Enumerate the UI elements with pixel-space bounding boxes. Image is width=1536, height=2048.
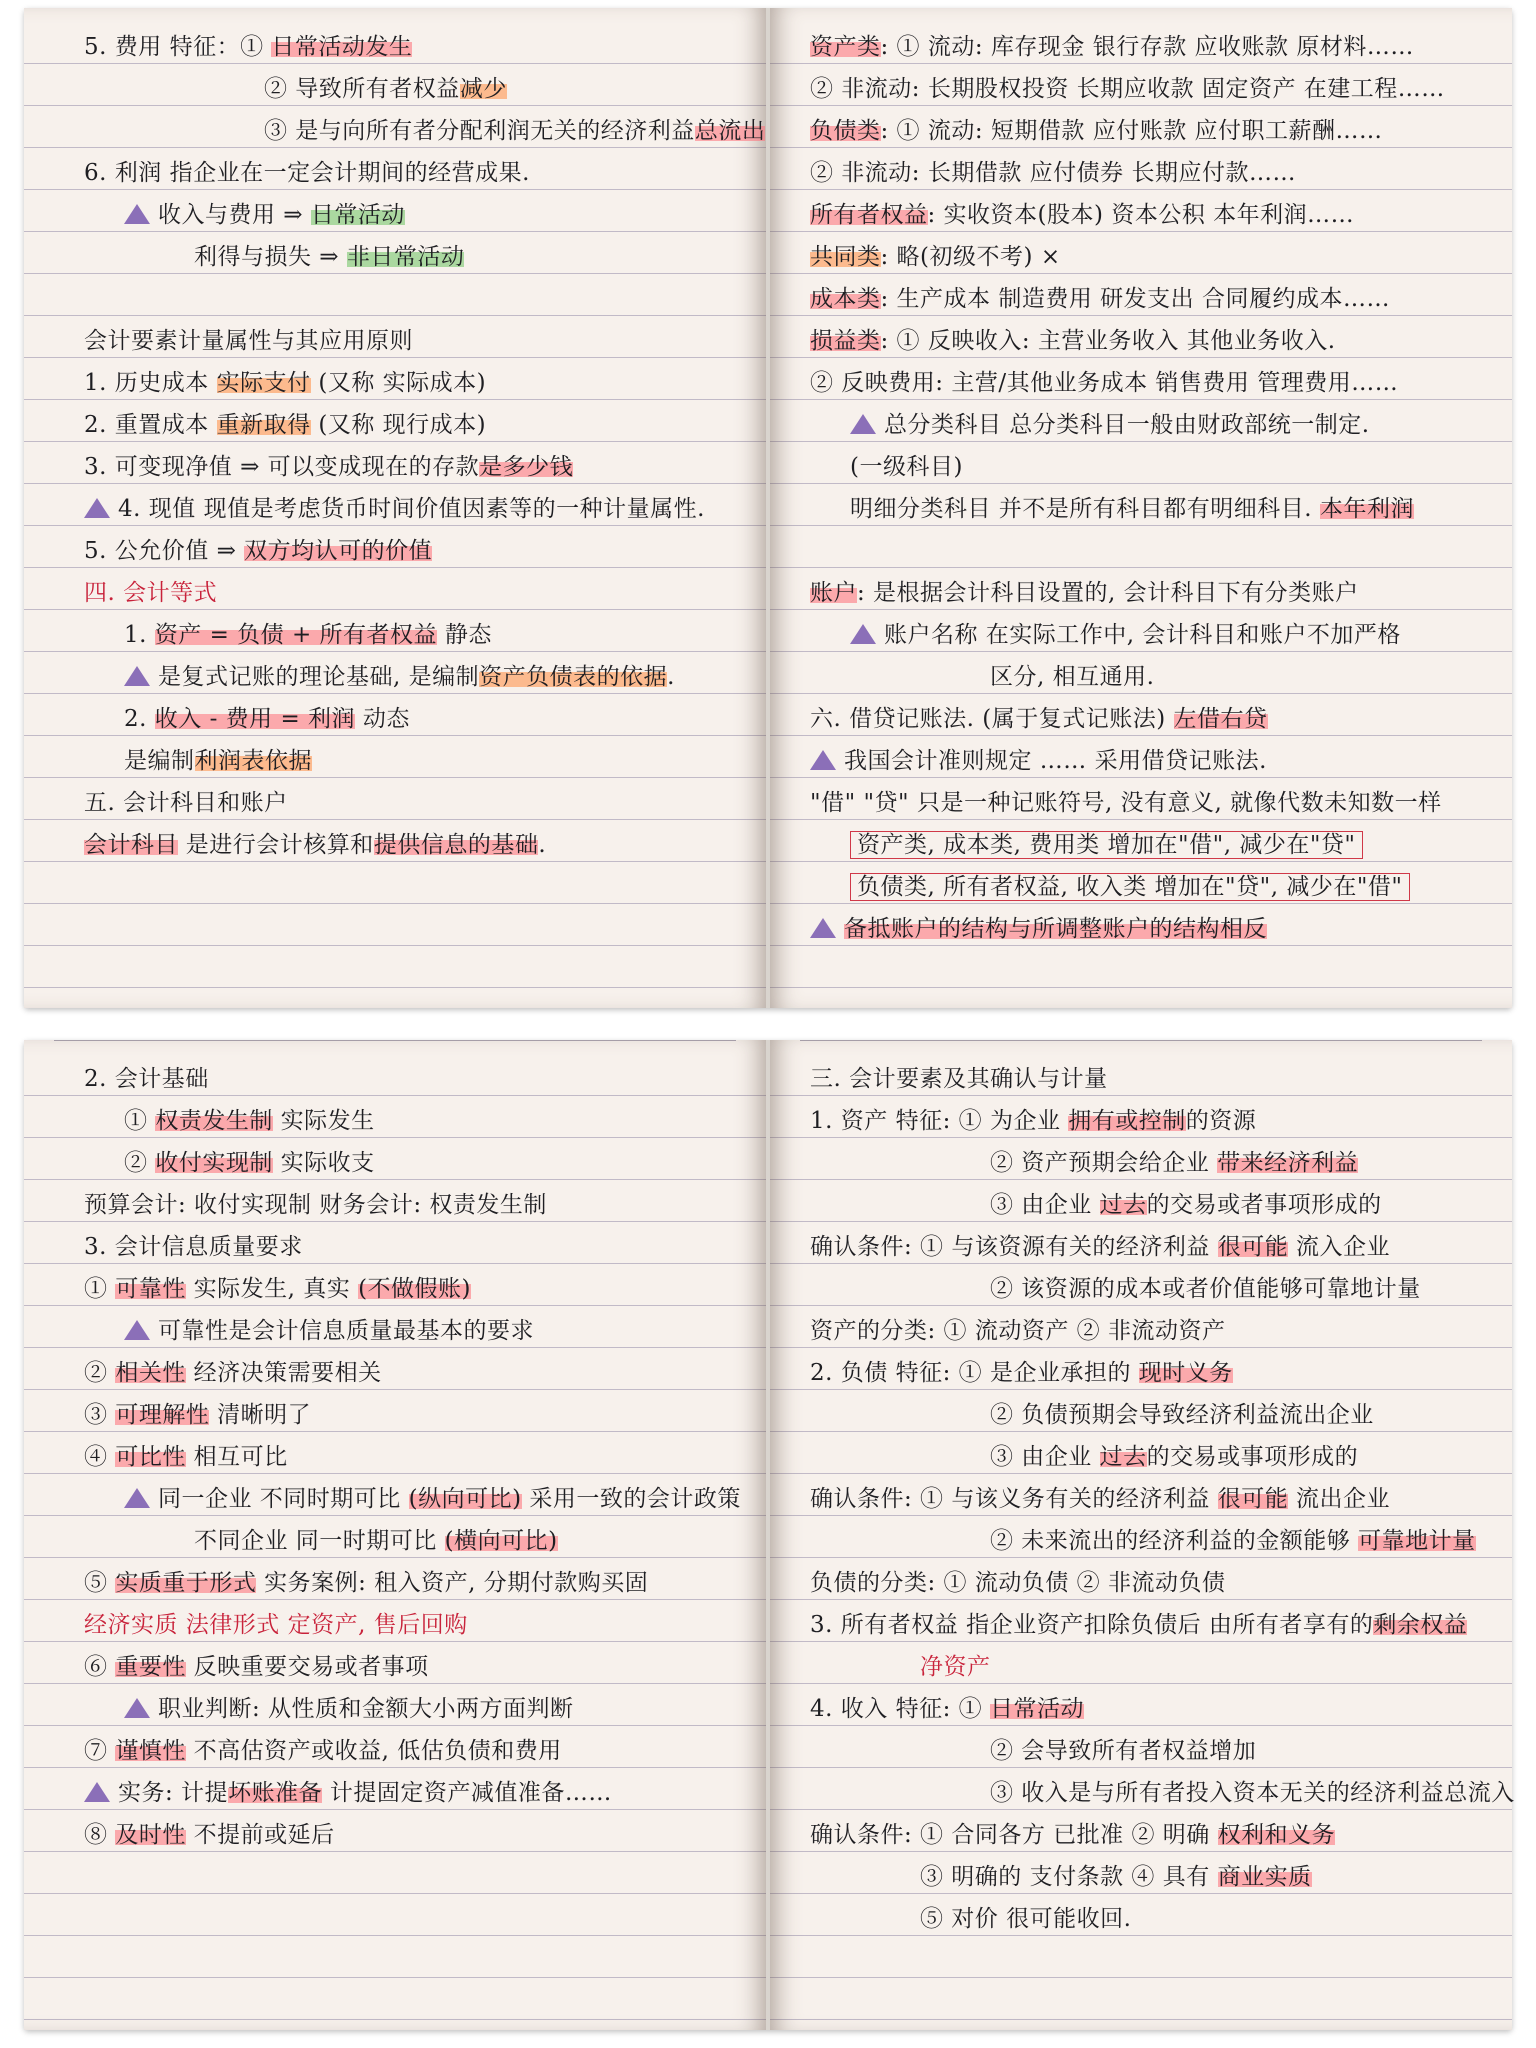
note-line xyxy=(810,1184,1482,1226)
note-line xyxy=(810,278,1482,320)
note-text: 是复式记账的理论基础, 是编制资产负债表的依据. xyxy=(158,664,675,690)
highlighted-text: 收入 - 费用 = 利润 xyxy=(154,706,356,732)
highlighted-text: 日常活动 xyxy=(310,202,405,228)
highlighted-text: 本年利润 xyxy=(1319,496,1414,522)
note-line xyxy=(84,1184,736,1226)
highlighted-text: 现时义务 xyxy=(1138,1360,1233,1386)
note-text: ③ 明确的 支付条款 ④ 具有 商业实质 xyxy=(920,1864,1312,1890)
note-line xyxy=(810,1856,1482,1898)
note-text: ① 可靠性 实际发生, 真实 (不做假账) xyxy=(84,1276,472,1302)
note-text: 净资产 xyxy=(920,1654,991,1680)
note-text: 6. 利润 指企业在一定会计期间的经营成果. xyxy=(84,160,530,186)
highlighted-text: (不做假账) xyxy=(358,1276,472,1302)
top-notebook-photo xyxy=(24,8,1512,1008)
note-text: 实务: 计提坏账准备 计提固定资产减值准备…… xyxy=(118,1780,612,1806)
note-text: 同一企业 不同时期可比 (纵向可比) 采用一致的会计政策 xyxy=(158,1486,741,1512)
note-line xyxy=(810,740,1482,782)
note-text: ② 未来流出的经济利益的金额能够 可靠地计量 xyxy=(990,1528,1476,1554)
highlighted-text: 日常活动发生 xyxy=(271,34,413,60)
note-text: ③ 由企业 过去的交易或者事项形成的 xyxy=(990,1192,1382,1218)
note-text: ③ 可理解性 清晰明了 xyxy=(84,1402,312,1428)
note-line xyxy=(84,1226,736,1268)
handwritten-notes xyxy=(24,8,766,1008)
highlighted-text: 很可能 xyxy=(1217,1234,1289,1260)
note-line xyxy=(810,866,1482,908)
note-line xyxy=(84,1814,736,1856)
note-text: 区分, 相互通用. xyxy=(990,664,1155,690)
note-line xyxy=(84,110,766,152)
note-line xyxy=(810,152,1482,194)
triangle-bullet-icon xyxy=(850,624,876,644)
note-text: (一级科目) xyxy=(850,454,963,480)
note-line xyxy=(810,1352,1482,1394)
note-line xyxy=(84,1268,736,1310)
highlighted-text: 可比性 xyxy=(115,1444,186,1470)
note-line xyxy=(84,572,736,614)
note-text: 3. 所有者权益 指企业资产扣除负债后 由所有者享有的剩余权益 xyxy=(810,1612,1468,1638)
note-line xyxy=(84,740,736,782)
note-text: 四. 会计等式 xyxy=(84,580,218,606)
note-line xyxy=(810,446,1482,488)
highlighted-text: 实际支付 xyxy=(216,370,311,396)
triangle-bullet-icon xyxy=(124,1320,150,1340)
note-text: 预算会计: 收付实现制 财务会计: 权责发生制 xyxy=(84,1192,547,1218)
note-text: 我国会计准则规定 …… 采用借贷记账法. xyxy=(844,748,1267,774)
highlighted-text: 过去 xyxy=(1099,1192,1147,1218)
note-line xyxy=(810,656,1482,698)
note-text: 总分类科目 总分类科目一般由财政部统一制定. xyxy=(884,412,1370,438)
highlighted-text: 相关性 xyxy=(115,1360,186,1386)
note-text: 负债类: ① 流动: 短期借款 应付账款 应付职工薪酬…… xyxy=(810,118,1383,144)
note-line xyxy=(810,68,1482,110)
note-line xyxy=(84,1352,736,1394)
note-line xyxy=(810,1142,1482,1184)
highlighted-text: 收付实现制 xyxy=(155,1150,273,1176)
note-line xyxy=(84,656,736,698)
triangle-bullet-icon xyxy=(84,1782,110,1802)
note-line xyxy=(84,362,736,404)
note-line xyxy=(84,1310,736,1352)
note-text: 1. 资产 = 负债 + 所有者权益 静态 xyxy=(124,622,492,648)
note-text: 账户: 是根据会计科目设置的, 会计科目下有分类账户 xyxy=(810,580,1359,606)
note-line xyxy=(84,782,736,824)
note-line xyxy=(810,320,1482,362)
note-line xyxy=(84,278,736,320)
note-text: 经济实质 法律形式 定资产, 售后回购 xyxy=(84,1612,468,1638)
note-text: 成本类: 生产成本 制造费用 研发支出 合同履约成本…… xyxy=(810,286,1390,312)
note-text: ② 非流动: 长期股权投资 长期应收款 固定资产 在建工程…… xyxy=(810,76,1445,102)
highlighted-text: 过去 xyxy=(1099,1444,1147,1470)
triangle-bullet-icon xyxy=(124,1488,150,1508)
note-line xyxy=(810,110,1482,152)
highlighted-text: 非日常活动 xyxy=(346,244,465,270)
note-text: ② 负债预期会导致经济利益流出企业 xyxy=(990,1402,1374,1428)
note-text: ① 权责发生制 实际发生 xyxy=(124,1108,375,1134)
highlighted-text: 会计科目 xyxy=(84,832,178,858)
note-text: 可靠性是会计信息质量最基本的要求 xyxy=(158,1318,534,1344)
note-line xyxy=(810,1310,1482,1352)
note-text: 所有者权益: 实收资本(股本) 资本公积 本年利润…… xyxy=(810,202,1355,228)
note-line xyxy=(84,236,736,278)
note-text: ⑥ 重要性 反映重要交易或者事项 xyxy=(84,1654,429,1680)
highlighted-text: 坏账准备 xyxy=(228,1780,323,1806)
note-line xyxy=(810,1562,1482,1604)
note-line xyxy=(84,68,736,110)
note-text: ② 收付实现制 实际收支 xyxy=(124,1150,375,1176)
note-text: ③ 收入是与所有者投入资本无关的经济利益总流入 xyxy=(990,1780,1515,1806)
note-text: 会计科目 是进行会计核算和提供信息的基础. xyxy=(84,832,547,858)
highlighted-text: 总流出 xyxy=(694,118,766,144)
highlighted-text: 剩余权益 xyxy=(1373,1612,1468,1638)
note-text: 2. 会计基础 xyxy=(84,1066,209,1092)
note-text: 明细分类科目 并不是所有科目都有明细科目. 本年利润 xyxy=(850,496,1414,522)
highlighted-text: 谨慎性 xyxy=(115,1738,186,1764)
highlighted-text: 资产 = 负债 + 所有者权益 xyxy=(154,622,438,648)
note-line xyxy=(84,488,736,530)
note-line xyxy=(810,1688,1482,1730)
triangle-bullet-icon xyxy=(124,1698,150,1718)
note-line xyxy=(84,1772,736,1814)
right-page xyxy=(770,1040,1515,2030)
note-text: ② 资产预期会给企业 带来经济利益 xyxy=(990,1150,1359,1176)
highlighted-text: 可理解性 xyxy=(115,1402,210,1428)
highlighted-text: 重要性 xyxy=(115,1654,186,1680)
note-text: 资产的分类: ① 流动资产 ② 非流动资产 xyxy=(810,1318,1226,1344)
note-text: 确认条件: ① 合同各方 已批准 ② 明确 权利和义务 xyxy=(810,1822,1336,1848)
left-page xyxy=(24,1040,766,2030)
highlighted-text: 拥有或控制 xyxy=(1068,1108,1186,1134)
note-line xyxy=(84,698,736,740)
triangle-bullet-icon xyxy=(810,750,836,770)
highlighted-text: 提供信息的基础 xyxy=(373,832,539,858)
highlighted-text: 可靠地计量 xyxy=(1358,1528,1476,1554)
highlighted-text: 所有者权益 xyxy=(810,202,928,228)
triangle-bullet-icon xyxy=(124,666,150,686)
note-text: 会计要素计量属性与其应用原则 xyxy=(84,328,413,354)
highlighted-text: 共同类 xyxy=(810,244,881,270)
triangle-bullet-icon xyxy=(850,414,876,434)
note-line xyxy=(810,1730,1482,1772)
note-text: 资产类, 成本类, 费用类 增加在"借", 减少在"贷" xyxy=(850,831,1363,859)
note-line xyxy=(810,362,1482,404)
note-line xyxy=(810,26,1482,68)
note-line xyxy=(810,614,1482,656)
note-line xyxy=(810,1604,1482,1646)
note-text: ② 会导致所有者权益增加 xyxy=(990,1738,1257,1764)
highlighted-text: 是多少钱 xyxy=(479,454,574,480)
note-text: 资产类: ① 流动: 库存现金 银行存款 应收账款 原材料…… xyxy=(810,34,1414,60)
bottom-notebook-photo xyxy=(24,1040,1515,2030)
note-line xyxy=(84,1520,736,1562)
note-line xyxy=(84,404,736,446)
note-text: 负债类, 所有者权益, 收入类 增加在"贷", 减少在"借" xyxy=(850,873,1410,901)
note-line xyxy=(810,488,1482,530)
note-text: 确认条件: ① 与该义务有关的经济利益 很可能 流出企业 xyxy=(810,1486,1390,1512)
highlighted-text: 可靠性 xyxy=(115,1276,186,1302)
note-text: 三. 会计要素及其确认与计量 xyxy=(810,1066,1108,1092)
note-text: ⑧ 及时性 不提前或延后 xyxy=(84,1822,335,1848)
note-text: ② 该资源的成本或者价值能够可靠地计量 xyxy=(990,1276,1421,1302)
note-text: 利得与损失 ⇒ 非日常活动 xyxy=(194,244,465,270)
handwritten-notes xyxy=(24,1040,766,2030)
note-line xyxy=(810,1436,1482,1478)
note-text: 不同企业 同一时期可比 (横向可比) xyxy=(194,1528,558,1554)
note-text: ② 相关性 经济决策需要相关 xyxy=(84,1360,382,1386)
note-line xyxy=(810,1478,1482,1520)
note-line xyxy=(810,908,1482,950)
note-line xyxy=(810,1814,1482,1856)
highlighted-text: 权利和义务 xyxy=(1217,1822,1336,1848)
note-text: ③ 是与向所有者分配利润无关的经济利益总流出 xyxy=(264,118,766,144)
highlighted-text: 备抵账户的结构与所调整账户的结构相反 xyxy=(844,916,1267,942)
note-text: 五. 会计科目和账户 xyxy=(84,790,288,816)
triangle-bullet-icon xyxy=(84,498,110,518)
note-line xyxy=(810,824,1482,866)
highlighted-text: 双方均认可的价值 xyxy=(244,538,433,564)
note-line xyxy=(810,236,1482,278)
note-line xyxy=(84,152,736,194)
highlighted-text: 负债类 xyxy=(810,118,881,144)
note-line xyxy=(84,614,736,656)
highlighted-text: 资产类 xyxy=(810,34,881,60)
note-text: 3. 会计信息质量要求 xyxy=(84,1234,303,1260)
note-line xyxy=(810,1226,1482,1268)
note-line xyxy=(810,782,1482,824)
note-line xyxy=(810,1898,1482,1940)
note-text xyxy=(844,916,1267,942)
note-text: 1. 历史成本 实际支付 (又称 实际成本) xyxy=(84,370,487,396)
note-text: 共同类: 略(初级不考) × xyxy=(810,244,1061,270)
note-text: ⑤ 对价 很可能收回. xyxy=(920,1906,1132,1932)
highlighted-text: 权责发生制 xyxy=(155,1108,273,1134)
note-line xyxy=(810,404,1482,446)
note-text: ② 反映费用: 主营/其他业务成本 销售费用 管理费用…… xyxy=(810,370,1399,396)
note-text: 2. 重置成本 重新取得 (又称 现行成本) xyxy=(84,412,487,438)
note-line xyxy=(810,1772,1515,1814)
note-line xyxy=(84,1478,741,1520)
highlighted-text: 资产负债表的依据 xyxy=(479,664,668,690)
highlighted-text: 商业实质 xyxy=(1217,1864,1312,1890)
note-line xyxy=(84,1142,736,1184)
note-line xyxy=(84,320,736,362)
highlighted-text: 很可能 xyxy=(1217,1486,1289,1512)
highlighted-text: 减少 xyxy=(459,76,507,102)
note-text: 4. 收入 特征: ① 日常活动 xyxy=(810,1696,1084,1722)
highlighted-text: 及时性 xyxy=(115,1822,186,1848)
left-page xyxy=(24,8,766,1008)
handwritten-notes xyxy=(770,1040,1515,2030)
note-line xyxy=(810,698,1482,740)
note-text: 2. 负债 特征: ① 是企业承担的 现时义务 xyxy=(810,1360,1233,1386)
note-text: 5. 公允价值 ⇒ 双方均认可的价值 xyxy=(84,538,433,564)
note-line xyxy=(84,194,736,236)
triangle-bullet-icon xyxy=(810,918,836,938)
note-line xyxy=(84,1604,736,1646)
note-text: ⑦ 谨慎性 不高估资产或收益, 低估负债和费用 xyxy=(84,1738,562,1764)
note-line xyxy=(810,1058,1482,1100)
note-text: 收入与费用 ⇒ 日常活动 xyxy=(158,202,405,228)
highlighted-text: 利润表依据 xyxy=(194,748,312,774)
note-line xyxy=(810,1646,1482,1688)
note-text: 3. 可变现净值 ⇒ 可以变成现在的存款是多少钱 xyxy=(84,454,574,480)
highlighted-text: (纵向可比) xyxy=(408,1486,522,1512)
note-text: 2. 收入 - 费用 = 利润 动态 xyxy=(124,706,410,732)
highlighted-text: 损益类 xyxy=(810,328,881,354)
note-text: 损益类: ① 反映收入: 主营业务收入 其他业务收入. xyxy=(810,328,1336,354)
note-line xyxy=(84,26,736,68)
note-line xyxy=(84,1730,736,1772)
note-line xyxy=(810,194,1482,236)
highlighted-text: 日常活动 xyxy=(989,1696,1084,1722)
note-line xyxy=(84,1058,736,1100)
note-text: ② 非流动: 长期借款 应付债券 长期应付款…… xyxy=(810,160,1296,186)
note-line xyxy=(810,530,1482,572)
notebook-spread xyxy=(24,1040,1515,2030)
note-line xyxy=(84,446,736,488)
note-text: 5. 费用 特征：① 日常活动发生 xyxy=(84,34,413,60)
highlighted-text: 左借右贷 xyxy=(1173,706,1268,732)
note-text: 职业判断: 从性质和金额大小两方面判断 xyxy=(158,1696,574,1722)
note-line xyxy=(810,1100,1482,1142)
highlighted-text: 带来经济利益 xyxy=(1217,1150,1359,1176)
note-line xyxy=(84,1394,736,1436)
note-text: 是编制利润表依据 xyxy=(124,748,312,774)
triangle-bullet-icon xyxy=(124,204,150,224)
notebook-spread xyxy=(24,8,1512,1008)
highlighted-text: (横向可比) xyxy=(444,1528,558,1554)
note-line xyxy=(84,1436,736,1478)
note-text: 负债的分类: ① 流动负债 ② 非流动负债 xyxy=(810,1570,1226,1596)
note-text: ③ 由企业 过去的交易或事项形成的 xyxy=(990,1444,1359,1470)
note-text: 确认条件: ① 与该资源有关的经济利益 很可能 流入企业 xyxy=(810,1234,1390,1260)
highlighted-text: 实质重于形式 xyxy=(115,1570,257,1596)
note-line xyxy=(810,1268,1482,1310)
right-page xyxy=(770,8,1512,1008)
note-line xyxy=(810,1394,1482,1436)
note-line xyxy=(810,572,1482,614)
note-line xyxy=(84,1562,736,1604)
handwritten-notes xyxy=(770,8,1512,1008)
note-text: ④ 可比性 相互可比 xyxy=(84,1444,288,1470)
note-text: ② 导致所有者权益减少 xyxy=(264,76,507,102)
note-text: "借" "贷" 只是一种记账符号, 没有意义, 就像代数未知数一样 xyxy=(810,790,1442,816)
note-line xyxy=(84,1646,736,1688)
note-line xyxy=(84,1688,736,1730)
note-text: ⑤ 实质重于形式 实务案例: 租入资产, 分期付款购买固 xyxy=(84,1570,649,1596)
note-text: 账户名称 在实际工作中, 会计科目和账户不加严格 xyxy=(884,622,1401,648)
note-text: 4. 现值 现值是考虑货币时间价值因素等的一种计量属性. xyxy=(118,496,705,522)
note-line xyxy=(810,1520,1482,1562)
note-text: 六. 借贷记账法. (属于复式记账法) 左借右贷 xyxy=(810,706,1268,732)
note-line xyxy=(84,824,736,866)
highlighted-text: 重新取得 xyxy=(216,412,311,438)
note-text: 1. 资产 特征: ① 为企业 拥有或控制的资源 xyxy=(810,1108,1257,1134)
highlighted-text: 账户 xyxy=(810,580,857,606)
note-line xyxy=(84,1100,736,1142)
note-line xyxy=(84,530,736,572)
highlighted-text: 成本类 xyxy=(810,286,881,312)
